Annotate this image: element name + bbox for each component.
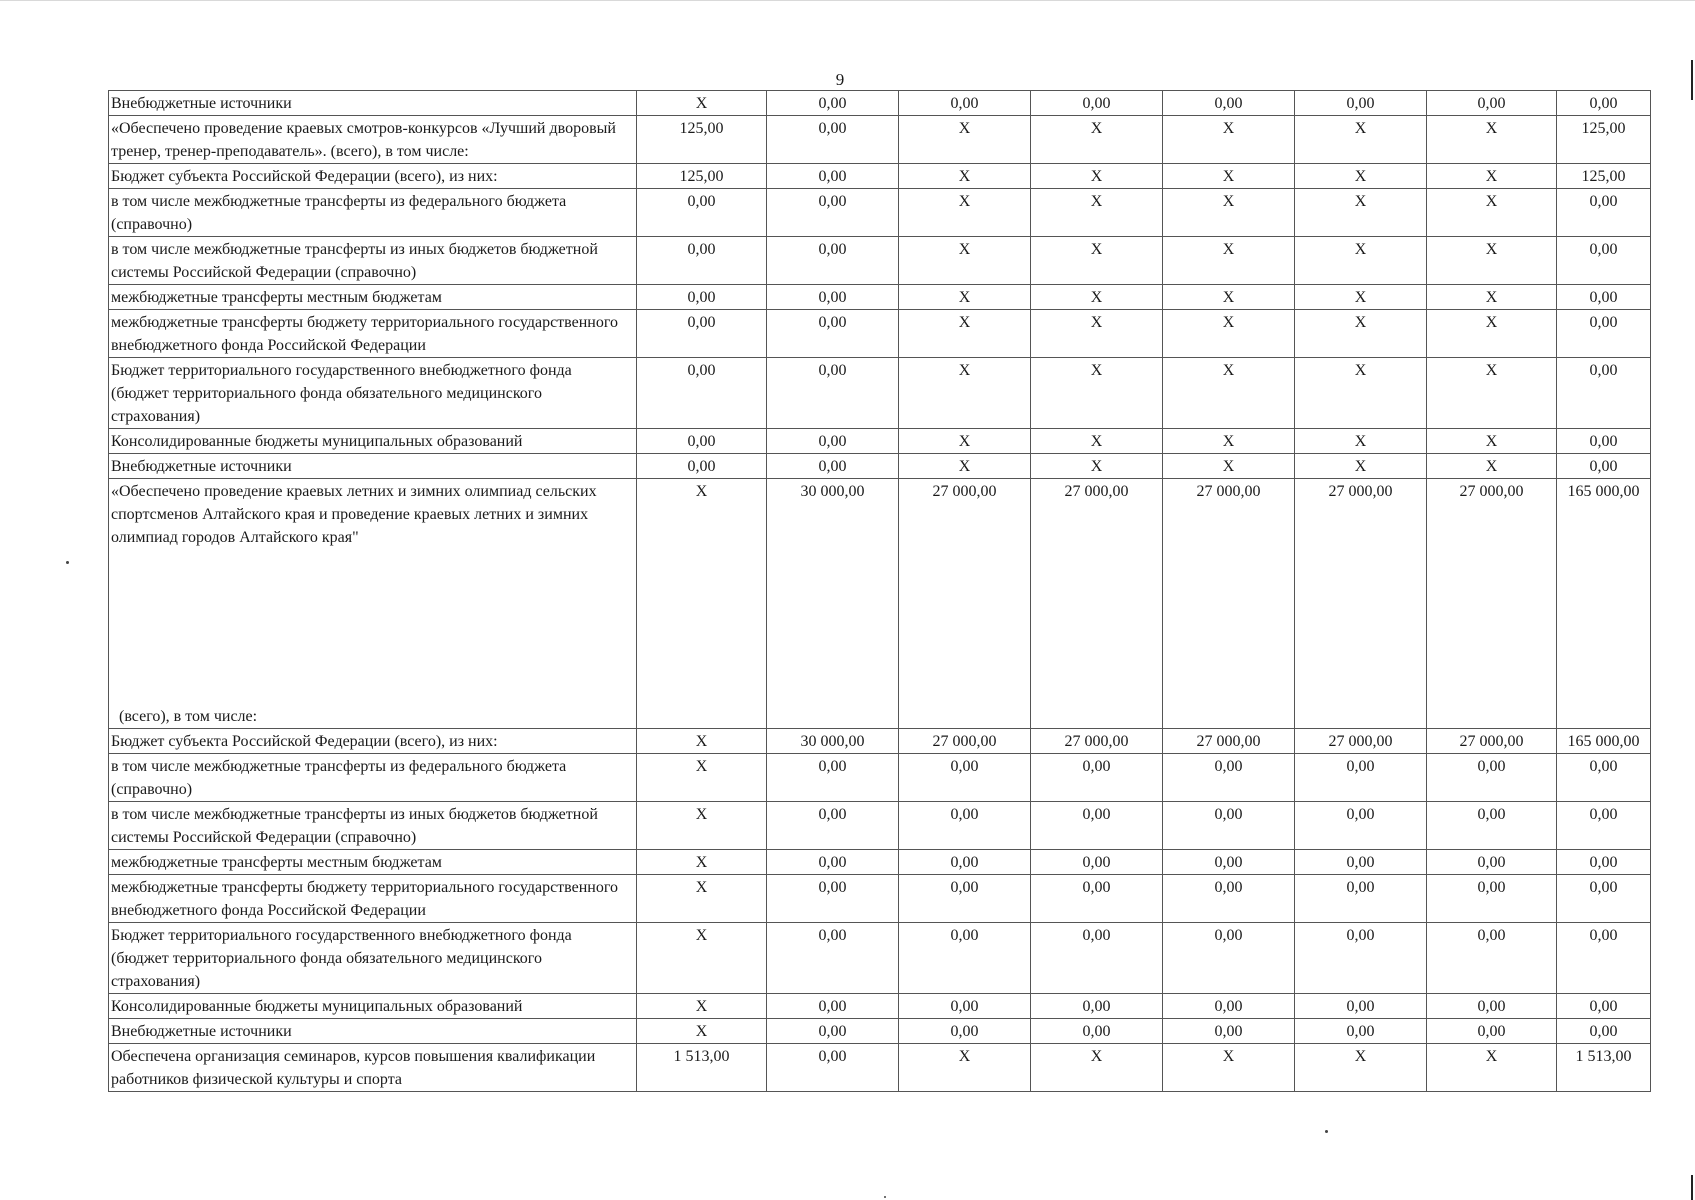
row-label-tail: (всего), в том числе: (119, 708, 258, 725)
value-cell: 0,00 (637, 454, 767, 479)
value-cell: X (899, 164, 1031, 189)
row-label: Внебюджетные источники (111, 458, 292, 475)
value-cell: 27 000,00 (899, 479, 1031, 729)
table-row (109, 923, 1651, 994)
value-cell: 0,00 (1163, 754, 1295, 802)
table-row (109, 729, 1651, 754)
value-cell: 30 000,00 (767, 729, 899, 754)
row-label-cell (109, 754, 637, 802)
value-cell: 0,00 (1557, 875, 1651, 923)
row-label: Консолидированные бюджеты муниципальных образований (111, 998, 523, 1015)
row-label: Внебюджетные источники (111, 1023, 292, 1040)
value-cell: X (1031, 164, 1163, 189)
value-cell: 0,00 (637, 429, 767, 454)
value-cell: X (1295, 310, 1427, 358)
value-cell: X (1163, 237, 1295, 285)
value-cell: 0,00 (1427, 754, 1557, 802)
value-cell: 0,00 (767, 189, 899, 237)
value-cell: X (1295, 429, 1427, 454)
row-label-cell (109, 875, 637, 923)
row-label: «Обеспечено проведение краевых летних и зимних олимпиад сельских спортсменов Алтайского края и проведение краевых летних и зимних олимпиад городов Алтайского края" (111, 483, 597, 546)
table-row (109, 116, 1651, 164)
value-cell: X (1163, 1044, 1295, 1092)
value-cell: 0,00 (1427, 994, 1557, 1019)
table-row (109, 91, 1651, 116)
value-cell: X (637, 994, 767, 1019)
row-label: Бюджет субъекта Российской Федерации (всего), из них: (111, 733, 498, 750)
value-cell: X (1031, 1044, 1163, 1092)
value-cell: X (1427, 164, 1557, 189)
value-cell: 1 513,00 (1557, 1044, 1651, 1092)
value-cell: 0,00 (767, 1019, 899, 1044)
scan-speck (884, 1196, 886, 1198)
value-cell: X (1295, 189, 1427, 237)
value-cell: 0,00 (1557, 802, 1651, 850)
table-row (109, 429, 1651, 454)
value-cell: 0,00 (1557, 237, 1651, 285)
value-cell: 0,00 (899, 91, 1031, 116)
value-cell: X (1295, 1044, 1427, 1092)
table-row (109, 310, 1651, 358)
budget-table (108, 90, 1651, 1092)
value-cell: 0,00 (1163, 994, 1295, 1019)
row-label: в том числе межбюджетные трансферты из иных бюджетов бюджетной системы Российской Федерации (справочно) (111, 806, 598, 846)
row-label: «Обеспечено проведение краевых смотров-конкурсов «Лучший дворовый тренер, тренер-преподаватель». (всего), в том числе: (111, 120, 616, 160)
value-cell: X (899, 1044, 1031, 1092)
value-cell: 0,00 (1427, 923, 1557, 994)
value-cell: 0,00 (1427, 850, 1557, 875)
value-cell: 165 000,00 (1557, 479, 1651, 729)
value-cell: 0,00 (899, 1019, 1031, 1044)
value-cell: X (1427, 310, 1557, 358)
value-cell: X (1427, 285, 1557, 310)
table-row (109, 1044, 1651, 1092)
row-label-cell (109, 994, 637, 1019)
value-cell: 0,00 (767, 237, 899, 285)
scan-speck (66, 561, 69, 564)
value-cell: X (1163, 358, 1295, 429)
value-cell: 0,00 (1295, 994, 1427, 1019)
value-cell: 0,00 (1557, 454, 1651, 479)
value-cell: 0,00 (1557, 429, 1651, 454)
value-cell: 0,00 (767, 164, 899, 189)
scan-edge-mark (1691, 60, 1693, 100)
value-cell: X (899, 358, 1031, 429)
table-row (109, 237, 1651, 285)
table-row (109, 1019, 1651, 1044)
value-cell: 0,00 (1557, 1019, 1651, 1044)
row-label-cell (109, 358, 637, 429)
value-cell: 125,00 (637, 116, 767, 164)
value-cell: X (899, 429, 1031, 454)
value-cell: 0,00 (767, 1044, 899, 1092)
value-cell: 0,00 (1557, 285, 1651, 310)
value-cell: X (1163, 116, 1295, 164)
value-cell: 0,00 (1295, 1019, 1427, 1044)
value-cell: X (1163, 310, 1295, 358)
table-row (109, 754, 1651, 802)
budget-table-body (109, 91, 1651, 1092)
value-cell: 0,00 (767, 923, 899, 994)
value-cell: X (637, 850, 767, 875)
value-cell: X (1163, 285, 1295, 310)
value-cell: X (637, 1019, 767, 1044)
value-cell: X (1427, 454, 1557, 479)
table-row (109, 875, 1651, 923)
value-cell: 0,00 (1163, 850, 1295, 875)
value-cell: X (1031, 189, 1163, 237)
row-label-cell (109, 285, 637, 310)
value-cell: 27 000,00 (899, 729, 1031, 754)
value-cell: 0,00 (767, 454, 899, 479)
value-cell: X (637, 754, 767, 802)
value-cell: 0,00 (1031, 754, 1163, 802)
value-cell: 0,00 (1031, 802, 1163, 850)
table-row (109, 285, 1651, 310)
row-label-cell (109, 116, 637, 164)
value-cell: 0,00 (899, 850, 1031, 875)
value-cell: 27 000,00 (1295, 729, 1427, 754)
row-label-cell (109, 802, 637, 850)
value-cell: X (1163, 189, 1295, 237)
value-cell: 27 000,00 (1295, 479, 1427, 729)
table-row (109, 454, 1651, 479)
value-cell: 0,00 (1295, 875, 1427, 923)
value-cell: X (1163, 429, 1295, 454)
value-cell: X (637, 802, 767, 850)
value-cell: 0,00 (637, 310, 767, 358)
value-cell: 0,00 (1295, 923, 1427, 994)
value-cell: 0,00 (1031, 923, 1163, 994)
row-label: межбюджетные трансферты местным бюджетам (111, 854, 442, 871)
value-cell: 27 000,00 (1031, 729, 1163, 754)
table-row (109, 164, 1651, 189)
row-label: Обеспечена организация семинаров, курсов повышения квалификации работников физической культуры и спорта (111, 1048, 596, 1088)
row-label-cell (109, 237, 637, 285)
value-cell: 27 000,00 (1163, 479, 1295, 729)
value-cell: 30 000,00 (767, 479, 899, 729)
value-cell: 0,00 (637, 285, 767, 310)
value-cell: 0,00 (1427, 1019, 1557, 1044)
row-label-cell (109, 1044, 637, 1092)
value-cell: X (1427, 358, 1557, 429)
table-row (109, 479, 1651, 729)
value-cell: X (899, 116, 1031, 164)
value-cell: X (1427, 237, 1557, 285)
value-cell: 0,00 (1031, 91, 1163, 116)
value-cell: 0,00 (1295, 754, 1427, 802)
row-label-cell (109, 850, 637, 875)
value-cell: X (899, 237, 1031, 285)
value-cell: 0,00 (1295, 850, 1427, 875)
value-cell: X (1295, 454, 1427, 479)
value-cell: 0,00 (1427, 91, 1557, 116)
value-cell: 0,00 (1557, 994, 1651, 1019)
row-label-cell (109, 91, 637, 116)
value-cell: 0,00 (1163, 1019, 1295, 1044)
scan-edge-line (0, 0, 1695, 1)
row-label: Внебюджетные источники (111, 95, 292, 112)
row-label-cell (109, 429, 637, 454)
value-cell: 0,00 (899, 802, 1031, 850)
value-cell: 0,00 (767, 91, 899, 116)
value-cell: 0,00 (767, 802, 899, 850)
value-cell: X (637, 923, 767, 994)
row-label: Бюджет территориального государственного внебюджетного фонда (бюджет территориального фонда обязательного медицинского страхования) (111, 927, 572, 990)
value-cell: 125,00 (1557, 116, 1651, 164)
value-cell: X (1163, 164, 1295, 189)
value-cell: X (899, 285, 1031, 310)
value-cell: 27 000,00 (1427, 479, 1557, 729)
value-cell: 0,00 (637, 237, 767, 285)
value-cell: 0,00 (1031, 994, 1163, 1019)
value-cell: X (1163, 454, 1295, 479)
row-label-cell (109, 923, 637, 994)
value-cell: 0,00 (767, 116, 899, 164)
value-cell: 165 000,00 (1557, 729, 1651, 754)
value-cell: 0,00 (1295, 802, 1427, 850)
value-cell: X (1031, 237, 1163, 285)
value-cell: 0,00 (1557, 91, 1651, 116)
value-cell: 0,00 (1163, 875, 1295, 923)
value-cell: X (1427, 1044, 1557, 1092)
value-cell: 0,00 (1163, 91, 1295, 116)
value-cell: 0,00 (1557, 358, 1651, 429)
row-label-cell (109, 310, 637, 358)
value-cell: X (1031, 358, 1163, 429)
value-cell: X (1295, 164, 1427, 189)
value-cell: X (899, 454, 1031, 479)
value-cell: X (1031, 285, 1163, 310)
value-cell: 0,00 (1557, 189, 1651, 237)
row-label: в том числе межбюджетные трансферты из федерального бюджета (справочно) (111, 193, 567, 233)
table-row (109, 358, 1651, 429)
value-cell: 0,00 (899, 994, 1031, 1019)
value-cell: 27 000,00 (1427, 729, 1557, 754)
value-cell: X (1295, 285, 1427, 310)
value-cell: 0,00 (767, 358, 899, 429)
value-cell: X (1427, 189, 1557, 237)
scan-edge-mark (1691, 1175, 1693, 1200)
row-label-cell (109, 479, 637, 729)
value-cell: 125,00 (1557, 164, 1651, 189)
row-label-cell (109, 164, 637, 189)
row-label: межбюджетные трансферты бюджету территориального государственного внебюджетного фонда Российской Федерации (111, 879, 619, 919)
value-cell: 0,00 (1031, 875, 1163, 923)
value-cell: 0,00 (1163, 923, 1295, 994)
value-cell: X (637, 479, 767, 729)
row-label: в том числе межбюджетные трансферты из федерального бюджета (справочно) (111, 758, 567, 798)
value-cell: 0,00 (1557, 850, 1651, 875)
row-label-cell (109, 454, 637, 479)
value-cell: X (1427, 429, 1557, 454)
value-cell: 0,00 (767, 754, 899, 802)
value-cell: 0,00 (899, 754, 1031, 802)
value-cell: 0,00 (767, 285, 899, 310)
value-cell: 0,00 (1557, 754, 1651, 802)
table-row (109, 850, 1651, 875)
value-cell: 0,00 (1427, 802, 1557, 850)
value-cell: X (1031, 429, 1163, 454)
row-label-cell (109, 729, 637, 754)
row-label: Консолидированные бюджеты муниципальных образований (111, 433, 523, 450)
value-cell: 0,00 (1557, 310, 1651, 358)
table-row (109, 994, 1651, 1019)
row-label: Бюджет территориального государственного внебюджетного фонда (бюджет территориального фонда обязательного медицинского страхования) (111, 362, 572, 425)
page-number: 9 (835, 70, 845, 89)
value-cell: 0,00 (767, 429, 899, 454)
table-row (109, 802, 1651, 850)
value-cell: 1 513,00 (637, 1044, 767, 1092)
row-label-cell (109, 189, 637, 237)
value-cell: 0,00 (1557, 923, 1651, 994)
value-cell: 0,00 (1295, 91, 1427, 116)
row-label-spacer (111, 549, 633, 705)
value-cell: 0,00 (1031, 850, 1163, 875)
row-label: в том числе межбюджетные трансферты из иных бюджетов бюджетной системы Российской Федерации (справочно) (111, 241, 598, 281)
value-cell: 27 000,00 (1163, 729, 1295, 754)
value-cell: 0,00 (637, 189, 767, 237)
value-cell: X (1295, 237, 1427, 285)
value-cell: X (899, 310, 1031, 358)
value-cell: X (637, 875, 767, 923)
value-cell: X (1427, 116, 1557, 164)
value-cell: 27 000,00 (1031, 479, 1163, 729)
value-cell: 0,00 (1031, 1019, 1163, 1044)
value-cell: 0,00 (899, 875, 1031, 923)
value-cell: 0,00 (767, 994, 899, 1019)
value-cell: X (637, 91, 767, 116)
value-cell: X (1031, 116, 1163, 164)
row-label: межбюджетные трансферты местным бюджетам (111, 289, 442, 306)
value-cell: 0,00 (1427, 875, 1557, 923)
value-cell: 0,00 (767, 850, 899, 875)
value-cell: X (1295, 116, 1427, 164)
row-label: межбюджетные трансферты бюджету территориального государственного внебюджетного фонда Российской Федерации (111, 314, 619, 354)
value-cell: X (1031, 454, 1163, 479)
scan-speck (1325, 1130, 1328, 1133)
value-cell: 125,00 (637, 164, 767, 189)
row-label-cell (109, 1019, 637, 1044)
value-cell: 0,00 (767, 875, 899, 923)
value-cell: X (637, 729, 767, 754)
value-cell: X (1295, 358, 1427, 429)
value-cell: X (899, 189, 1031, 237)
value-cell: 0,00 (899, 923, 1031, 994)
table-row (109, 189, 1651, 237)
value-cell: 0,00 (767, 310, 899, 358)
value-cell: X (1031, 310, 1163, 358)
value-cell: 0,00 (1163, 802, 1295, 850)
value-cell: 0,00 (637, 358, 767, 429)
row-label: Бюджет субъекта Российской Федерации (всего), из них: (111, 168, 498, 185)
